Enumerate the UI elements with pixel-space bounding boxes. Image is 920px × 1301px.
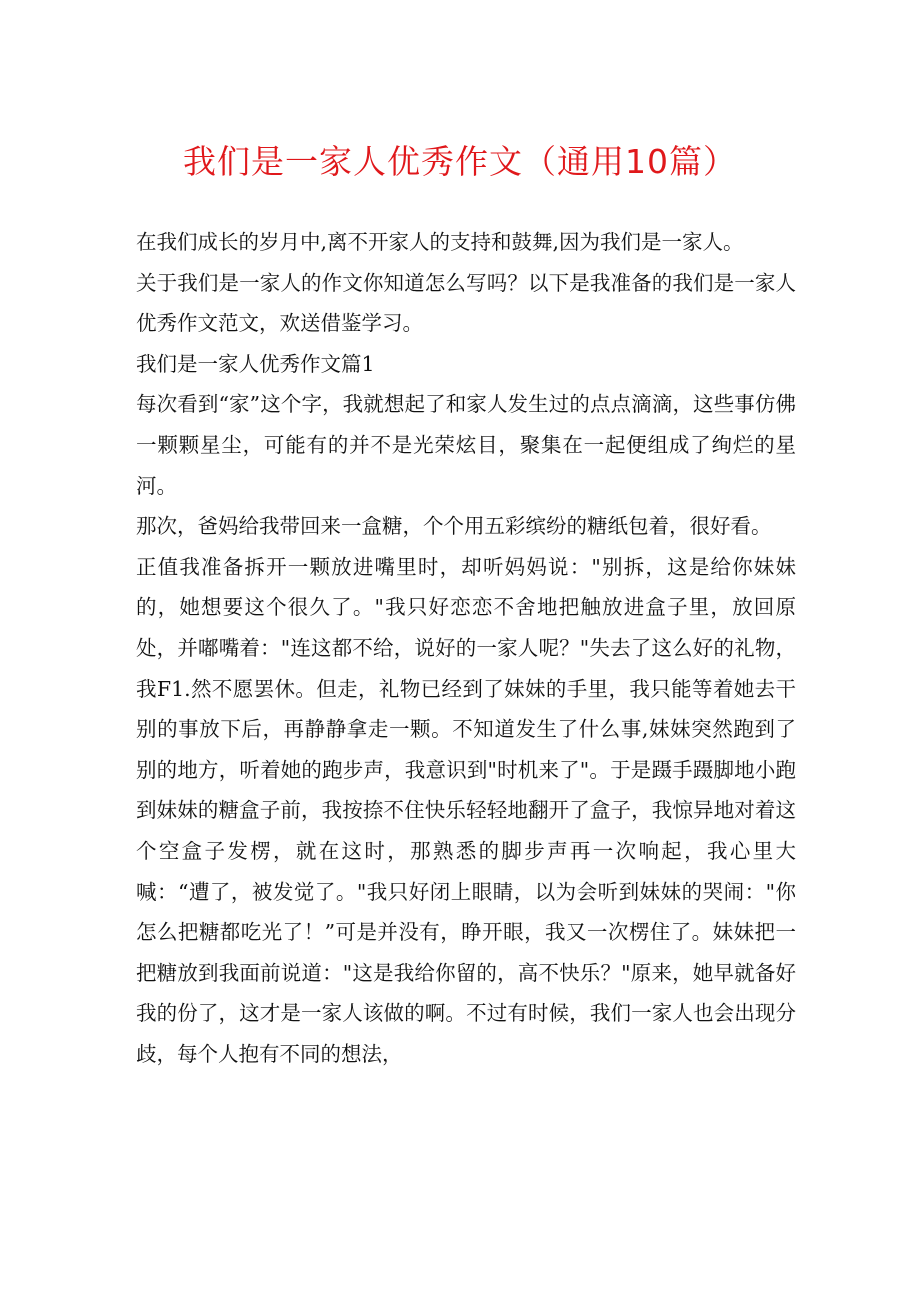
paragraph-intro: 在我们成长的岁月中,离不开家人的支持和鼓舞,因为我们是一家人。	[136, 230, 744, 254]
paragraph-1: 每次看到“家”这个字，我就想起了和家人发生过的点点滴滴，这些事仿佛一颗颗星尘，可能有的并不是光荣炫目，聚集在一起便组成了绚烂的星河。	[136, 392, 796, 498]
paragraph-2: 那次，爸妈给我带回来一盒糖，个个用五彩缤纷的糖纸包着，很好看。	[136, 514, 772, 539]
document-body	[136, 222, 796, 1074]
paragraph-3: 正值我准备拆开一颗放进嘴里时，却听妈妈说："别拆，这是给你妹妹的，她想要这个很久了。"我只好恋恋不舍地把触放进盒子里，放回原处，并嘟嘴着："连这都不给，说好的一家人呢？"失去了这么好的礼物，我F1.然不愿罢休。但走，礼物已经到了妹妹的手里，我只能等着她去干别的事放下后，再静静拿走一颗。不知道发生了什么事,妹妹突然跑到了别的地方，听着她的跑步声，我意识到"时机来了"。于是蹑手蹑脚地小跑到妹妹的糖盒子前，我按捺不住快乐轻轻地翻开了盒子，我惊异地对着这个空盒子发楞，就在这时，那熟悉的脚步声再一次响起，我心里大喊：“遭了，被发觉了。"我只好闭上眼睛，以为会听到妹妹的哭闹："你怎么把糖都吃光了！”可是并没有，睁开眼，我又一次楞住了。妹妹把一把糖放到我面前说道："这是我给你留的，高不快乐？"原来，她早就备好我的份了，这才是一家人该做的啊。不过有时候，我们一家人也会出现分歧，每个人抱有不同的想法，	[136, 554, 796, 1066]
paragraph-preface: 关于我们是一家人的作文你知道怎么写吗？以下是我准备的我们是一家人优秀作文范文，欢送借鉴学习。	[136, 270, 796, 336]
document-title: 我们是一家人优秀作文（通用10篇）	[183, 142, 737, 181]
section-heading: 我们是一家人优秀作文篇1	[136, 351, 375, 376]
